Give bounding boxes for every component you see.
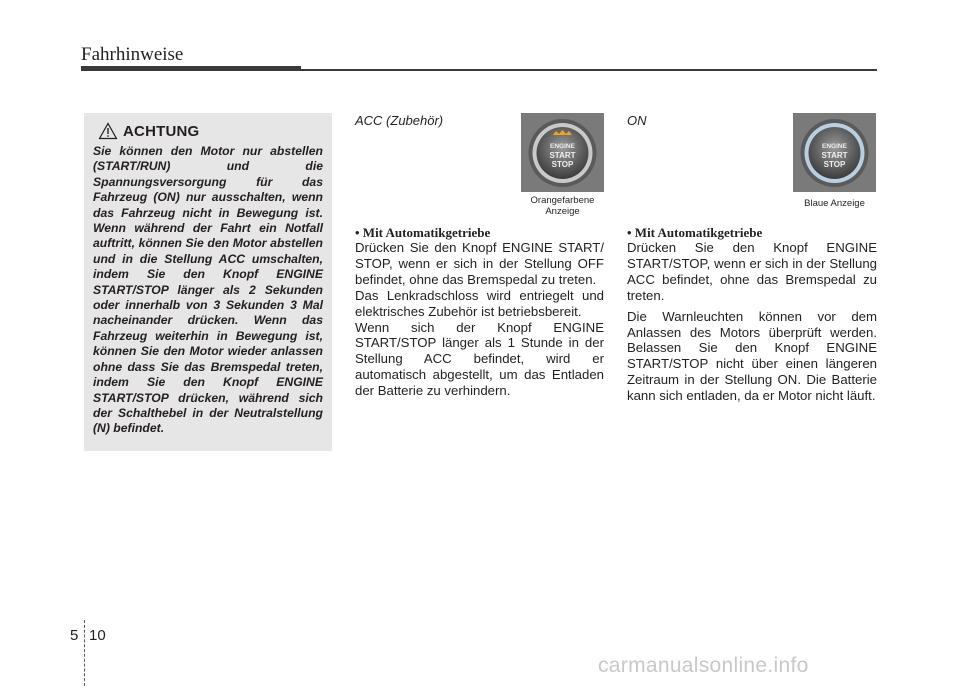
on-bullet: • Mit Automatikgetriebe: [627, 225, 763, 240]
header-rule-thick: [81, 66, 301, 71]
acc-paragraph: Das Lenkradschloss wird entriegelt und elektrisches Zubehör ist betriebsbereit.: [355, 287, 604, 319]
watermark: carmanualsonline.info: [598, 654, 809, 677]
caution-box: [84, 113, 332, 451]
page-number: 10: [89, 627, 106, 644]
caution-header: [98, 120, 323, 142]
acc-body: [355, 240, 604, 399]
acc-bullet: • Mit Automatikgetriebe: [355, 225, 491, 240]
on-body: [627, 240, 877, 404]
acc-paragraph: Wenn sich der Knopf ENGINE START/STOP länger als 1 Stunde in der Stellung ACC befindet, wird er automatisch abgestellt, um das Entladen der Batterie zu verhindern.: [355, 319, 604, 399]
warning-triangle-icon: [98, 122, 118, 140]
acc-button-line-engine: ENGINE: [550, 143, 575, 150]
caution-title: ACHTUNG: [123, 122, 200, 140]
on-button-line-stop: STOP: [823, 160, 846, 169]
engine-start-button-icon: [521, 113, 604, 192]
acc-button-photo: [521, 113, 604, 220]
on-button-line-engine: ENGINE: [822, 143, 847, 150]
acc-image-caption: Orangefarbene Anzeige: [530, 195, 595, 217]
on-paragraph: Drücken Sie den Knopf ENGINE START/STOP, wenn er sich in der Stellung ACC befindet, ohne das Bremspedal zu treten.: [627, 240, 877, 303]
on-image-caption: Blaue Anzeige: [804, 198, 865, 209]
acc-button-line-stop: STOP: [551, 160, 574, 169]
engine-start-button-icon: [793, 113, 876, 192]
header-rule-thin: [301, 69, 877, 71]
page-header-title: Fahrhinweise: [81, 44, 184, 65]
on-button-photo: [793, 113, 876, 220]
on-title: ON: [627, 113, 647, 128]
caution-text: Sie können den Motor nur abstellen (START/RUN) und die Spannungsversorgung für das Fahrzeug (ON) nur ausschalten, wenn das Fahrzeug nicht in Bewegung ist. Wenn während der Fahrt ein Notfall auftritt, können Sie den Motor abstellen und in die Stellung ACC umschalten, indem Sie den Knopf ENGINE START/STOP länger als 2 Sekunden oder innerhalb von 3 Sekunden 3 Mal nacheinander drücken. Wenn das Fahrzeug weiterhin in Bewegung ist, können Sie den Motor wieder anlassen ohne dass Sie das Bremspedal treten, indem Sie den Knopf ENGINE START/STOP drücken, während sich der Schalthebel in der Neutralstellung (N) befindet.: [93, 144, 323, 436]
footer-divider: [84, 620, 86, 686]
acc-paragraph: Drücken Sie den Knopf ENGINE START/ STOP, wenn er sich in der Stellung OFF befindet, ohne das Bremspedal zu treten.: [355, 240, 604, 287]
chapter-number: 5: [70, 627, 79, 644]
on-paragraph: Die Warnleuchten können vor dem Anlassen des Motors überprüft werden. Belassen Sie den Knopf ENGINE START/STOP nicht über einen längeren Zeitraum in der Stellung ON. Die Batterie kann sich entladen, da er Motor nicht läuft.: [627, 308, 877, 404]
acc-title: ACC (Zubehör): [355, 113, 444, 128]
on-button-line-start: START: [821, 151, 848, 160]
acc-button-line-start: START: [549, 151, 576, 160]
